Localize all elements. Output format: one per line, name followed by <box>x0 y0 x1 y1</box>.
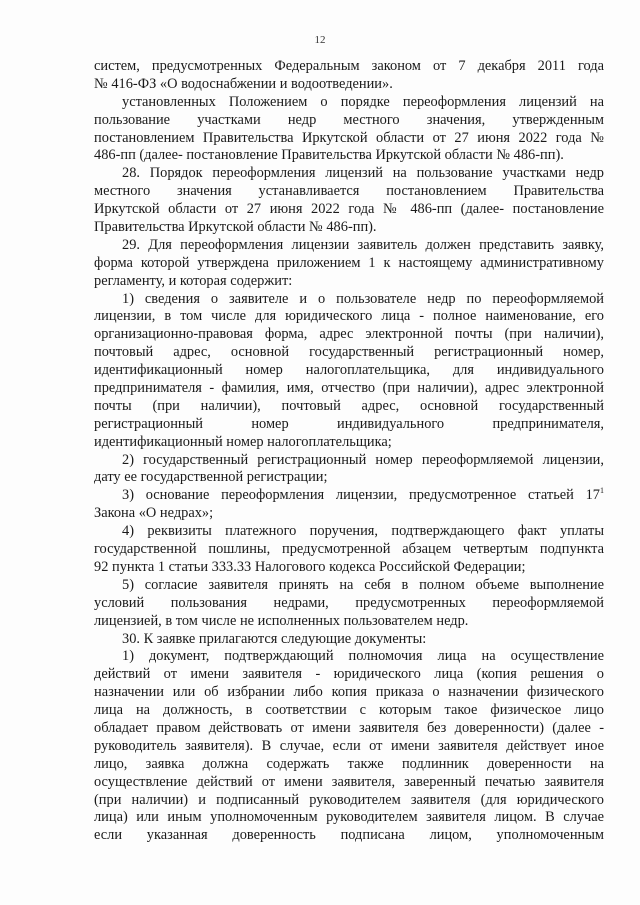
text-line <box>94 523 604 541</box>
text-line <box>94 219 604 237</box>
text-line-content: 92 пункта 1 статьи 333.33 Налогового кодекса Российской Федерации; <box>94 558 526 575</box>
text-line <box>94 648 604 666</box>
text-line <box>94 738 604 756</box>
text-line-content: почтовый адрес, основной государственный регистрационный номер, <box>94 344 604 361</box>
text-line <box>94 326 604 344</box>
text-line <box>94 559 604 577</box>
text-line-content: 2) государственный регистрационный номер переоформляемой лицензии, <box>122 451 604 468</box>
text-line <box>94 76 604 94</box>
text-line <box>94 308 604 326</box>
text-line <box>94 147 604 165</box>
text-line <box>94 613 604 631</box>
text-line-content: руководитель заявителя). В случае, если от имени заявителя действует иное <box>94 737 604 754</box>
text-line <box>94 487 604 505</box>
text-line-content: лицо, заявка должна содержать также подлинник доверенности на <box>94 755 604 772</box>
text-line-content: местного значения устанавливается постановлением Правительства <box>94 183 604 200</box>
text-line <box>94 94 604 112</box>
document-body <box>94 58 604 845</box>
text-line-content: 1) документ, подтверждающий полномочия лица на осуществление <box>122 648 604 665</box>
text-line-content: лицензии, в том числе для юридического лица - полное наименование, его <box>94 308 604 325</box>
text-line <box>94 469 604 487</box>
text-line-content: 29. Для переоформления лицензии заявитель должен представить заявку, <box>122 236 604 253</box>
superscript: 1 <box>600 487 604 496</box>
text-line <box>94 416 604 434</box>
text-line-content: Правительства Иркутской области № 486-пп). <box>94 219 377 236</box>
text-line-content: установленных Положением о порядке переоформления лицензий на <box>122 93 604 110</box>
text-line-content: 28. Порядок переоформления лицензий на пользование участками недр <box>122 165 604 182</box>
text-line <box>94 827 604 845</box>
text-line <box>94 398 604 416</box>
text-line <box>94 505 604 523</box>
text-line <box>94 666 604 684</box>
text-line <box>94 362 604 380</box>
text-line <box>94 273 604 291</box>
text-line-content: лица на должность, в соответствии с которым такое физическое лицо <box>94 702 604 719</box>
text-line <box>94 112 604 130</box>
text-line-content: систем, предусмотренных Федеральным законом от 7 декабря 2011 года <box>94 58 604 74</box>
text-line-content: 5) согласие заявителя принять на себя в полном объеме выполнение <box>122 576 604 593</box>
text-line-content: 486-пп (далее- постановление Правительства Иркутской области № 486-пп). <box>94 147 564 164</box>
text-line-content: лицензией, в том числе не исполненных пользователем недр. <box>94 612 469 629</box>
text-line-content: 4) реквизиты платежного поручения, подтверждающего факт уплаты <box>122 523 604 540</box>
text-line-content: условий пользования недрами, предусмотренных переоформляемой <box>94 594 604 611</box>
text-line <box>94 291 604 309</box>
text-line <box>94 809 604 827</box>
text-line-content: 3) основание переоформления лицензии, предусмотренное статьей 17 <box>122 487 600 504</box>
text-line <box>94 58 604 76</box>
text-line-content: № 416-ФЗ «О водоснабжении и водоотведении». <box>94 75 393 92</box>
text-line <box>94 792 604 810</box>
page-number: 12 <box>314 34 326 46</box>
text-line-content: постановлением Правительства Иркутской области от 27 июня 2022 года № <box>94 129 604 146</box>
text-line-content: 30. К заявке прилагаются следующие документы: <box>122 630 427 647</box>
text-line <box>94 452 604 470</box>
text-line-content: организационно-правовая форма, адрес электронной почты (при наличии), <box>94 326 604 343</box>
text-line-content: регистрационный номер индивидуального предпринимателя, <box>94 415 604 432</box>
text-line-content: Закона «О недрах»; <box>94 505 214 522</box>
text-line-content: идентификационный номер налогоплательщика, для индивидуального <box>94 362 604 379</box>
text-line <box>94 631 604 649</box>
text-line <box>94 380 604 398</box>
text-line-content: пользование участками недр местного значения, утвержденным <box>94 111 604 128</box>
text-line-content: действий от имени заявителя - юридического лица (копия решения о <box>94 666 604 683</box>
text-line-content: назначении или об избрании либо копия приказа о назначении физического <box>94 684 604 701</box>
text-line <box>94 201 604 219</box>
text-line <box>94 684 604 702</box>
text-line-content: идентификационный номер налогоплательщика; <box>94 433 392 450</box>
text-line-content: осуществление действий от имени заявителя, заверенный печатью заявителя <box>94 773 604 790</box>
text-line <box>94 702 604 720</box>
text-line <box>94 183 604 201</box>
text-line <box>94 344 604 362</box>
text-line <box>94 165 604 183</box>
text-line <box>94 434 604 452</box>
text-line-content: форма которой утверждена приложением 1 к настоящему административному <box>94 254 604 271</box>
text-line <box>94 720 604 738</box>
text-line-content: Иркутской области от 27 июня 2022 года № 486-пп (далее- постановление <box>94 201 604 218</box>
text-line <box>94 756 604 774</box>
text-line <box>94 774 604 792</box>
text-line-content: государственной пошлины, предусмотренной абзацем четвертым подпункта <box>94 541 604 558</box>
text-line-content: обладает правом действовать от имени заявителя без доверенности) (далее - <box>94 719 604 736</box>
text-line <box>94 595 604 613</box>
text-line <box>94 541 604 559</box>
text-line <box>94 255 604 273</box>
text-line <box>94 237 604 255</box>
text-line-content: дату ее государственной регистрации; <box>94 469 328 486</box>
text-line-content: (при наличии) и подписанный руководителем заявителя (для юридического <box>94 791 604 808</box>
text-line-content: почты (при наличии), почтовый адрес, основной государственный <box>94 397 604 414</box>
text-line-content: если указанная доверенность подписана лицом, уполномоченным <box>94 827 604 844</box>
text-line-content: 1) сведения о заявителе и о пользователе недр по переоформляемой <box>122 290 604 307</box>
text-line <box>94 130 604 148</box>
text-line-content: предпринимателя - фамилия, имя, отчество (при наличии), адрес электронной <box>94 380 604 397</box>
text-line-content: лица) или иным уполномоченным руководителем заявителя лицом. В случае <box>94 809 604 826</box>
text-line-content: регламенту, и которая содержит: <box>94 272 293 289</box>
text-line <box>94 577 604 595</box>
